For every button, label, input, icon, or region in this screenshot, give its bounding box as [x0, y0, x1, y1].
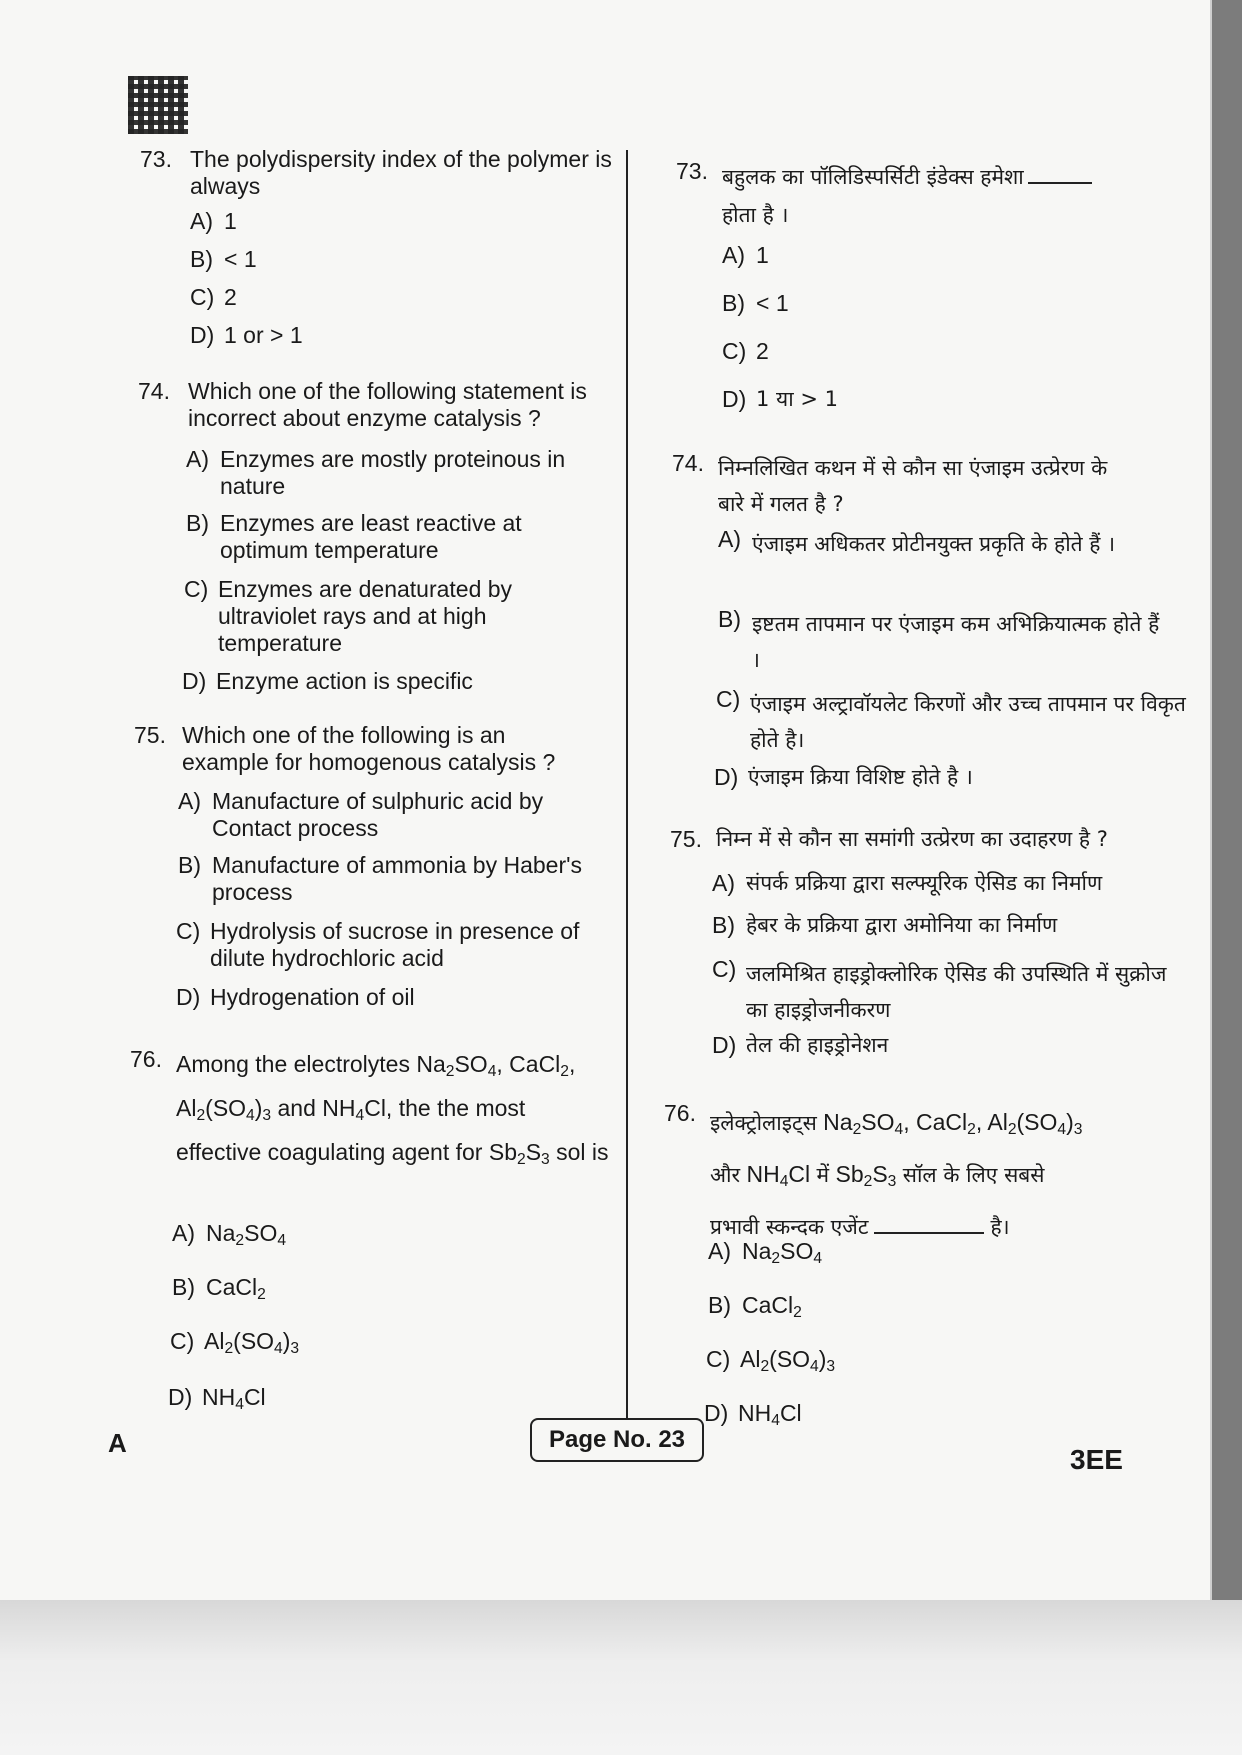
option-c: C) जलमिश्रित हाइड्रोक्लोरिक ऐसिड की उपस्थिति में सुक्रोज का हाइड्रोजनीकरण [712, 956, 1167, 1022]
question-number: 75. [134, 722, 166, 748]
page-number: Page No. 23 [530, 1418, 704, 1462]
question-text: बहुलक का पॉलिडिस्पर्सिटी इंडेक्स हमेशा होता है । [722, 158, 1192, 234]
option-a: A) एंजाइम अधिकतर प्रोटीनयुक्त प्रकृति के होते हैं । [718, 526, 1116, 556]
option-d: D) 1 or > 1 [190, 322, 303, 348]
option-d: D) $NH_4Cl$ [704, 1400, 802, 1429]
question-number: 73. [140, 146, 172, 172]
option-b: B) CaCl$_2$ [708, 1292, 802, 1321]
scan-shadow [0, 1600, 1242, 1755]
option-c: C) $Al_2(SO_4)_3$ [706, 1346, 836, 1375]
question-text: इलेक्ट्रोलाइट्स $Na_2SO_4$, CaCl$_2$, $Al_2(SO_4)_3$ और $NH_4Cl$ में $Sb_2S_3$ सॉल के लिए सबसे प्रभावी स्कन्दक एजेंट है। [710, 1109, 1083, 1239]
option-b: B) इष्टतम तापमान पर एंजाइम कम अभिक्रियात्मक होते हैं । [718, 606, 1160, 672]
question-text: The polydispersity index of the polymer is always [190, 146, 612, 199]
option-b: B) < 1 [722, 290, 789, 316]
question-number: 74. [672, 450, 704, 476]
question-number: 76. [664, 1100, 696, 1126]
question-number: 75. [670, 826, 702, 852]
option-d: D) Enzyme action is specific [182, 668, 473, 694]
question-text: Among the electrolytes $Na_2SO_4$, CaCl$_2$, $Al_2(SO_4)_3$ and $NH_4Cl$, the the most effective coagulating agent for $Sb_2S_3$ sol is [176, 1051, 609, 1168]
option-a: A) $Na_2SO_4$ [708, 1238, 823, 1267]
question-text: निम्न में से कौन सा समांगी उत्प्रेरण का उदाहरण है ? [716, 827, 1108, 851]
column-divider [626, 150, 628, 1420]
question-text: Which one of the following statement is incorrect about enzyme catalysis ? [188, 378, 587, 431]
option-a: A) 1 [722, 242, 769, 268]
option-c: C) 2 [190, 284, 237, 310]
option-a: A) $Na_2SO_4$ [172, 1220, 287, 1249]
option-a: A) संपर्क प्रक्रिया द्वारा सल्फ्यूरिक ऐसिड का निर्माण [712, 870, 1103, 896]
question-number: 76. [130, 1046, 162, 1072]
option-c: C) एंजाइम अल्ट्रावॉयलेट किरणों और उच्च तापमान पर विकृत होते है। [716, 686, 1186, 752]
question-number: 73. [676, 158, 708, 184]
option-c: C) 2 [722, 338, 769, 364]
question-number: 74. [138, 378, 170, 404]
question-text: Which one of the following is an example for homogenous catalysis ? [182, 722, 556, 775]
qr-code [128, 76, 188, 134]
paper-code: 3EE [1070, 1444, 1123, 1475]
option-d: D) एंजाइम क्रिया विशिष्ट होते है । [714, 764, 973, 790]
option-b: B) Enzymes are least reactive at optimum temperature [186, 510, 522, 563]
option-d: D) $NH_4Cl$ [168, 1384, 266, 1413]
option-a: A) 1 [190, 208, 237, 234]
option-a: A) Enzymes are mostly proteinous in nature [186, 446, 566, 499]
question-text: निम्नलिखित कथन में से कौन सा एंजाइम उत्प्रेरण के बारे में गलत है ? [718, 456, 1108, 516]
option-c: C) Hydrolysis of sucrose in presence of dilute hydrochloric acid [176, 918, 580, 971]
booklet-series-label: A [108, 1428, 127, 1458]
option-a: A) Manufacture of sulphuric acid by Contact process [178, 788, 544, 841]
option-b: B) < 1 [190, 246, 257, 272]
option-c: C) $Al_2(SO_4)_3$ [170, 1328, 300, 1357]
option-d: D) Hydrogenation of oil [176, 984, 415, 1010]
option-b: B) हेबर के प्रक्रिया द्वारा अमोनिया का निर्माण [712, 912, 1058, 938]
option-b: B) CaCl$_2$ [172, 1274, 266, 1303]
option-c: C) Enzymes are denaturated by ultraviolet rays and at high temperature [184, 576, 513, 656]
option-d: D) तेल की हाइड्रोनेशन [712, 1032, 889, 1058]
option-b: B) Manufacture of ammonia by Haber's process [178, 852, 583, 905]
option-d: D) 1 या > 1 [722, 386, 838, 412]
